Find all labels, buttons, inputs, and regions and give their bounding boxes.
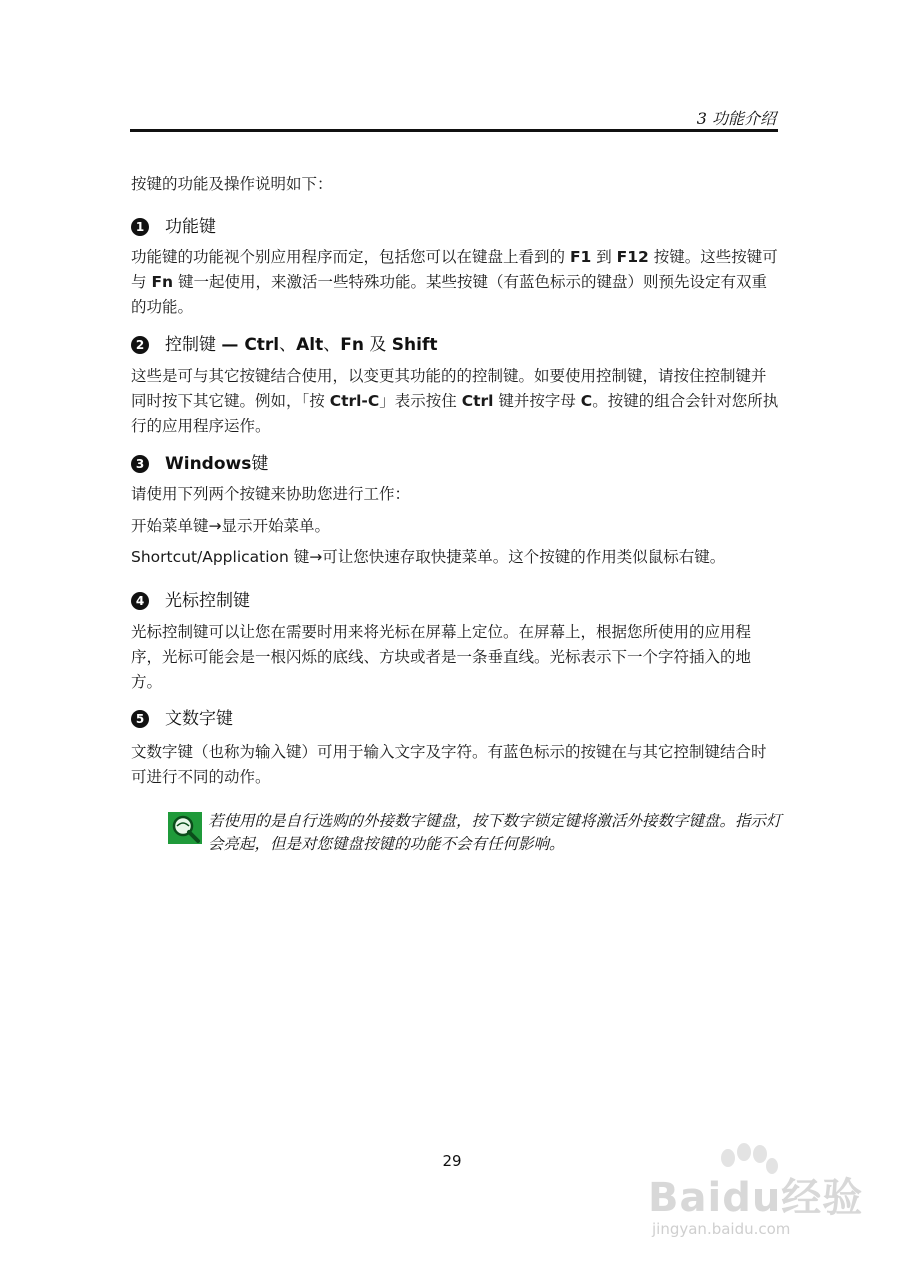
- number-2-icon: 2: [131, 336, 149, 354]
- section-3-line-1: 请使用下列两个按键来协助您进行工作：: [131, 485, 411, 503]
- watermark-brand: Baidu经验: [648, 1175, 864, 1221]
- section-4-title: 光标控制键: [165, 591, 250, 611]
- section-1-body: 功能键的功能视个别应用程序而定，包括您可以在键盘上看到的 F1 到 F12 按键。这些按键可与 Fn 键一起使用，来激活一些特殊功能。某些按键（有蓝色标示的键盘）则预先设定有双重的功能。: [131, 248, 778, 316]
- magnifier-note-icon: [168, 812, 202, 844]
- number-5-icon: 5: [131, 710, 149, 728]
- section-1-title: 功能键: [165, 217, 216, 237]
- section-3-title-windows: Windows: [165, 454, 252, 474]
- section-3-line-2: 开始菜单键→显示开始菜单。: [131, 517, 330, 535]
- section-2-body: 这些是可与其它按键结合使用，以变更其功能的的控制键。如要使用控制键，请按住控制键并同时按下其它键。例如，「按 Ctrl-C」表示按住 Ctrl 键并按字母 C。按键的组合会针对您所执行的应用程序运作。: [131, 367, 779, 435]
- header-rule: [130, 129, 778, 132]
- watermark-url: jingyan.baidu.com: [652, 1220, 791, 1238]
- section-4-body: 光标控制键可以让您在需要时用来将光标在屏幕上定位。在屏幕上，根据您所使用的应用程序，光标可能会是一根闪烁的底线、方块或者是一条垂直线。光标表示下一个字符插入的地方。: [131, 623, 752, 691]
- section-5-body: 文数字键（也称为输入键）可用于输入文字及字符。有蓝色标示的按键在与其它控制键结合时可进行不同的动作。: [131, 743, 767, 786]
- section-3-line-3: Shortcut/Application 键→可让您快速存取快捷菜单。这个按键的作用类似鼠标右键。: [131, 548, 726, 566]
- section-3-heading: [131, 453, 268, 475]
- section-2-heading: [131, 334, 438, 356]
- page-number: 29: [442, 1152, 462, 1170]
- section-5-title: 文数字键: [165, 709, 233, 729]
- number-3-icon: 3: [131, 455, 149, 473]
- note-text: 若使用的是自行选购的外接数字键盘，按下数字锁定键将激活外接数字键盘。指示灯会亮起，但是对您键盘按键的功能不会有任何影响。: [208, 812, 782, 853]
- number-1-icon: 1: [131, 218, 149, 236]
- section-5-heading: [131, 708, 233, 730]
- section-4-heading: [131, 590, 250, 612]
- number-4-icon: 4: [131, 592, 149, 610]
- intro-text: 按键的功能及操作说明如下：: [131, 175, 333, 193]
- section-2-title: 控制键 — Ctrl、Alt、Fn 及 Shift: [165, 335, 438, 355]
- section-1-heading: [131, 216, 216, 238]
- running-header: 3 功能介绍: [696, 109, 776, 128]
- section-3-title-suffix: 键: [251, 454, 269, 474]
